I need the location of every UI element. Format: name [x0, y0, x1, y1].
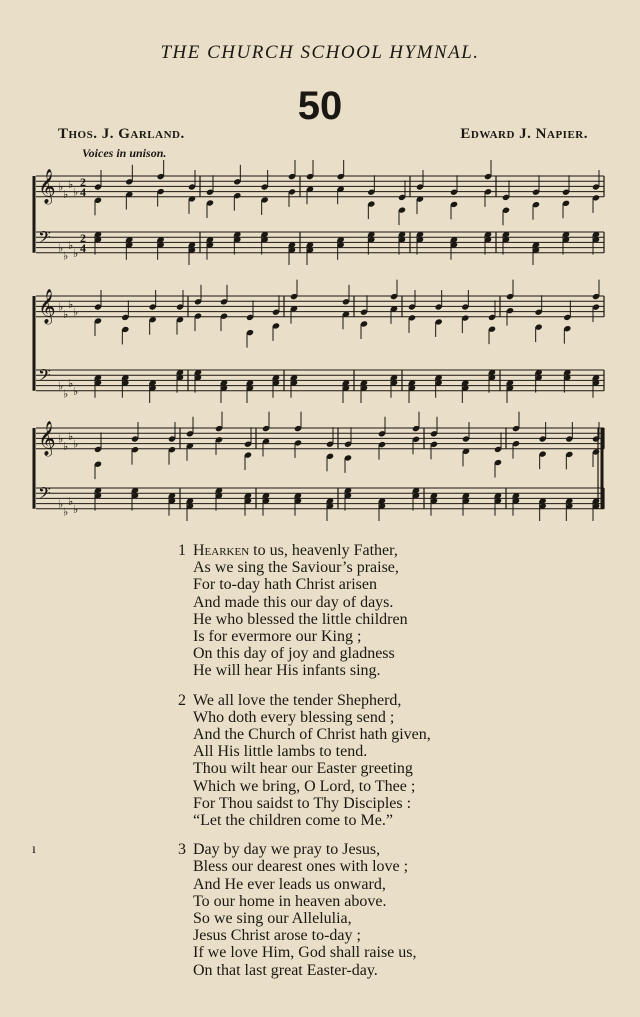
verse-line: On that last great Easter-day.: [193, 961, 378, 979]
verse-line: [0, 542, 640, 559]
treble-clef-icon: 𝄞: [38, 421, 56, 456]
flat-icon: ♭: [68, 178, 74, 191]
verse-first-line-rest: by day we pray to Jesus,: [219, 841, 381, 859]
verse-line: All His little lambs to tend.: [193, 743, 368, 761]
verse-line: [0, 692, 640, 709]
flat-icon: ♭: [68, 298, 74, 311]
flat-icon: ♭: [63, 506, 69, 519]
flat-icon: ♭: [58, 242, 64, 255]
verse-line: Who doth every blessing send ;: [193, 708, 395, 726]
flat-icon: ♭: [58, 181, 64, 194]
verse-line: For Thou saidst to Thy Disciples :: [193, 794, 412, 812]
flat-icon: ♭: [73, 186, 79, 199]
verse-first-word: We: [193, 691, 214, 709]
flat-icon: ♭: [63, 189, 69, 202]
flat-icon: ♭: [58, 433, 64, 446]
flat-icon: ♭: [63, 388, 69, 401]
bass-clef-icon: 𝄢: [38, 227, 51, 251]
verse-line: Jesus Christ arose to-day ;: [193, 927, 361, 945]
flat-icon: ♭: [58, 498, 64, 511]
flat-icon: ♭: [58, 301, 64, 314]
verse-first-word: Day: [193, 841, 220, 859]
hymn-number: 50: [297, 84, 343, 128]
flat-icon: ♭: [58, 380, 64, 393]
verse-line: Which we bring, O Lord, to Thee ;: [193, 777, 416, 795]
flat-icon: ♭: [68, 378, 74, 390]
verse-line: “Let the children come to Me.”: [193, 812, 393, 830]
flat-icon: ♭: [73, 247, 79, 260]
time-signature-top: 2: [80, 231, 86, 245]
margin-mark: ı: [32, 842, 36, 857]
verses: [0, 542, 640, 991]
flat-icon: ♭: [68, 496, 74, 508]
treble-clef-icon: 𝄞: [38, 169, 56, 204]
verse-number: 3: [178, 841, 186, 859]
time-signature-top: 2: [80, 175, 86, 189]
verse-first-line-rest: all love the tender Shepherd,: [213, 691, 402, 709]
performance-direction: Voices in unison.: [82, 146, 167, 160]
verse-number: 2: [178, 691, 186, 709]
verse-line: And He ever leads us onward,: [193, 875, 386, 893]
verse-number: 1: [178, 542, 186, 559]
bass-clef-icon: 𝄢: [38, 365, 51, 389]
verse-line: If we love Him, God shall raise us,: [193, 944, 417, 962]
flat-icon: ♭: [73, 385, 79, 398]
verse: [0, 542, 640, 680]
verse-line: And the Church of Christ hath given,: [193, 726, 431, 744]
verse-line: Bless our dearest ones with love ;: [193, 858, 409, 876]
flat-icon: ♭: [68, 240, 74, 252]
flat-icon: ♭: [68, 430, 74, 443]
verse-line: And made this our day of days.: [193, 593, 394, 611]
verse: [0, 692, 640, 830]
verse-line: So we sing our Allelulia,: [193, 910, 352, 928]
treble-clef-icon: 𝄞: [38, 289, 56, 324]
music-score: [0, 160, 640, 540]
verse-first-line-rest: to us, heavenly Father,: [249, 542, 398, 559]
verse-line: Thou wilt hear our Easter greeting: [193, 760, 413, 778]
verse-line: [0, 841, 640, 858]
flat-icon: ♭: [63, 441, 69, 454]
flat-icon: ♭: [73, 503, 79, 516]
verse-first-word: Hearken: [193, 542, 250, 559]
author-credit: Thos. J. Garland.: [58, 126, 185, 142]
verse-line: On this day of joy and gladness: [193, 645, 395, 663]
verse-line: Is for evermore our King ;: [193, 628, 362, 646]
running-head: THE CHURCH SCHOOL HYMNAL.: [160, 42, 480, 63]
composer-credit: Edward J. Napier.: [460, 126, 588, 142]
verse-line: He will hear His infants sing.: [193, 662, 381, 680]
verse-line: He who blessed the little children: [193, 610, 408, 628]
time-signature-bottom: 4: [80, 185, 86, 199]
verse-line: For to-day hath Christ arisen: [193, 576, 377, 594]
verse-line: As we sing the Saviour’s praise,: [193, 559, 399, 577]
flat-icon: ♭: [73, 438, 79, 451]
time-signature-bottom: 4: [80, 241, 86, 255]
verse: [0, 841, 640, 979]
flat-icon: ♭: [63, 309, 69, 322]
verse-line: To our home in heaven above.: [193, 892, 387, 910]
bass-clef-icon: 𝄢: [38, 483, 51, 507]
flat-icon: ♭: [73, 306, 79, 319]
flat-icon: ♭: [63, 250, 69, 263]
